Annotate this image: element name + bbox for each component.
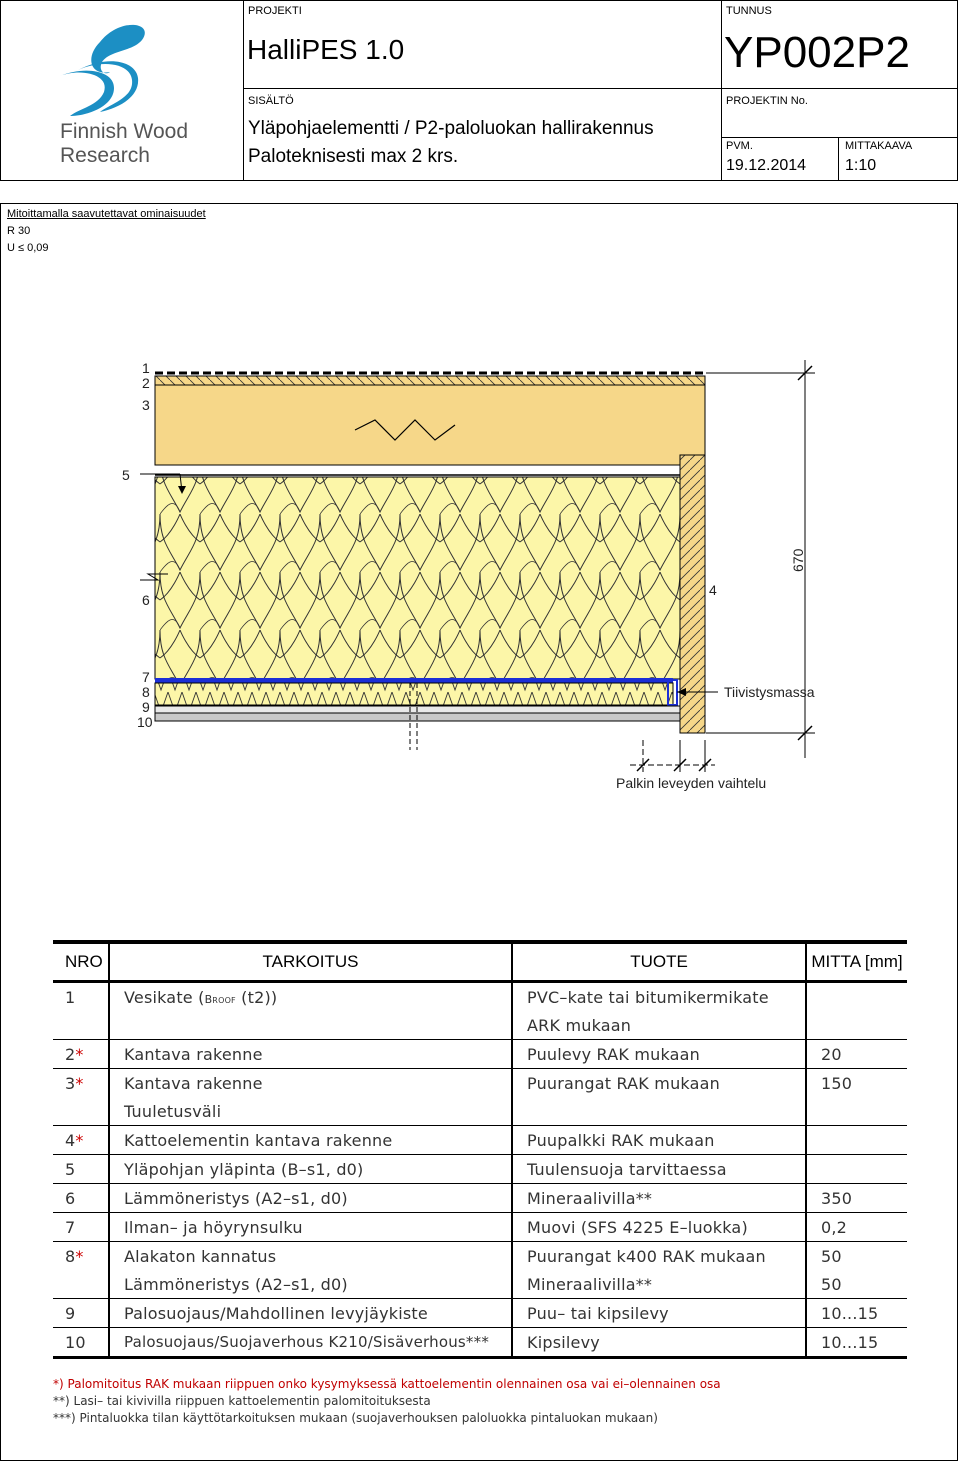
footnote-3: ***) Pintaluokka tilan käyttötarkoituksen mukaan (suojaverhouksen paloluokka pintaluokan mukaan) [53,1411,658,1425]
seal-label: Tiivistysmassa [724,684,815,700]
properties-u-value: U ≤ 0,09 [7,242,49,254]
materials-table [53,940,907,1359]
header-mitta: MITTA [mm] [806,942,907,982]
divider [721,0,722,181]
scale-label: MITTAKAAVA [845,140,913,152]
table-row [53,1213,907,1242]
cell-tuote: Muovi (SFS 4225 E–luokka) [512,1213,806,1242]
layer-number-10: 10 [137,714,153,730]
cell-mitta: 50 [806,1270,907,1299]
table-row [53,982,907,1012]
table-row [53,1097,907,1126]
content-line-2: Paloteknisesti max 2 krs. [248,146,459,167]
table-row [53,1299,907,1328]
layer-number-3: 3 [142,397,150,413]
cell-tuote: Puulevy RAK mukaan [512,1040,806,1069]
cell-tuote: Puurangat k400 RAK mukaan [512,1242,806,1271]
cell-tarkoitus: Kattoelementin kantava rakenne [109,1126,512,1155]
divider [243,0,244,181]
cell-tuote: Kipsilevy [512,1328,806,1358]
cell-tuote: Tuulensuoja tarvittaessa [512,1155,806,1184]
cell-mitta: 0,2 [806,1213,907,1242]
cross-section-drawing [0,340,960,810]
finnish-wood-research-logo [40,12,210,172]
scale-value: 1:10 [845,157,877,174]
cell-tarkoitus: Lämmöneristys (A2–s1, d0) [109,1184,512,1213]
logo-line-2: Research [60,144,150,167]
layer-number-9: 9 [142,699,150,715]
cell-nro: 2* [53,1040,109,1069]
table-row [53,1069,907,1098]
divider [243,88,721,89]
cell-nro: 6 [53,1184,109,1213]
table-row [53,1126,907,1155]
header-nro: NRO [53,942,109,982]
cell-tuote [512,1097,806,1126]
drawing-code: YP002P2 [724,28,910,77]
divider [721,137,958,138]
cell-mitta [806,1155,907,1184]
cell-nro [53,1011,109,1040]
cell-tarkoitus: Yläpohjan yläpinta (B–s1, d0) [109,1155,512,1184]
cell-tarkoitus: Palosuojaus/Mahdollinen levyjäykiste [109,1299,512,1328]
cell-tuote: Puu– tai kipsilevy [512,1299,806,1328]
table-row [53,1328,907,1358]
cell-mitta: 50 [806,1242,907,1271]
footnote-2: **) Lasi– tai kivivilla riippuen kattoelementin palomitoituksesta [53,1394,431,1408]
cell-tarkoitus: Alakaton kannatus [109,1242,512,1271]
cell-tuote: Mineraalivilla** [512,1184,806,1213]
cell-nro [53,1097,109,1126]
header-tarkoitus: TARKOITUS [109,942,512,982]
cell-mitta: 20 [806,1040,907,1069]
cell-tarkoitus: Kantava rakenne [109,1069,512,1098]
project-name: HalliPES 1.0 [247,34,405,65]
cell-tuote: Puurangat RAK mukaan [512,1069,806,1098]
footnote-1: *) Palomitoitus RAK mukaan riippuen onko kysymyksessä kattoelementin olennainen osa vai ei–olennainen osa [53,1377,721,1391]
table-row [53,1011,907,1040]
table-row [53,1270,907,1299]
cell-mitta: 10...15 [806,1328,907,1358]
cell-mitta: 10...15 [806,1299,907,1328]
cell-tuote: PVC–kate tai bitumikermikate [512,982,806,1012]
table-header-row [53,942,907,982]
divider [838,137,839,181]
content-line-1: Yläpohjaelementti / P2-paloluokan hallirakennus [248,118,654,139]
cell-tuote: Puupalkki RAK mukaan [512,1126,806,1155]
cell-tuote: Mineraalivilla** [512,1270,806,1299]
cell-nro [53,1270,109,1299]
cell-mitta: 150 [806,1069,907,1098]
layer-number-7: 7 [142,669,150,685]
cell-mitta: 350 [806,1184,907,1213]
beam-width-label: Palkin leveyden vaihtelu [616,775,767,791]
properties-fire-class: R 30 [7,225,31,237]
cell-mitta [806,1126,907,1155]
table-row [53,1242,907,1271]
cell-nro: 3* [65,1073,84,1093]
cell-mitta [806,1097,907,1126]
cell-tarkoitus: Palosuojaus/Suojaverhous K210/Sisäverhous*** [109,1328,512,1358]
cell-tuote: ARK mukaan [512,1011,806,1040]
cell-nro: 8* [65,1246,84,1266]
content-label: SISÄLTÖ [248,95,294,107]
layer-number-6: 6 [142,592,150,608]
cell-tarkoitus: Vesikate (Broof (t2)) [109,982,512,1012]
table-row [53,1155,907,1184]
cell-tarkoitus: Tuuletusväli [109,1097,512,1126]
table-row [53,1040,907,1069]
cell-nro: 7 [53,1213,109,1242]
cell-nro: 9 [53,1299,109,1328]
layer-number-2: 2 [142,375,150,391]
cell-nro: 1 [65,987,76,1007]
cell-mitta [806,1011,907,1040]
table-row [53,1184,907,1213]
project-label: PROJEKTI [248,5,302,17]
layer-number-8: 8 [142,684,150,700]
cell-tarkoitus [109,1011,512,1040]
layer-number-4: 4 [709,582,717,598]
cell-tarkoitus: Lämmöneristys (A2–s1, d0) [109,1270,512,1299]
properties-heading: Mitoittamalla saavutettavat ominaisuudet [7,208,206,220]
cell-nro: 10 [53,1328,109,1358]
cell-nro: 4* [53,1126,109,1155]
cell-mitta [806,982,907,1012]
date-value: 19.12.2014 [726,157,807,174]
layer-number-1: 1 [142,360,150,376]
divider [721,88,958,89]
header-tuote: TUOTE [512,942,806,982]
cell-nro: 5 [53,1155,109,1184]
project-number-label: PROJEKTIN No. [726,95,808,107]
cell-tarkoitus: Kantava rakenne [109,1040,512,1069]
layer-number-5: 5 [122,467,130,483]
code-label: TUNNUS [726,5,772,17]
dimension-label: 670 [790,548,806,572]
date-label: PVM. [726,140,753,152]
cell-tarkoitus: Ilman– ja höyrynsulku [109,1213,512,1242]
logo-line-1: Finnish Wood [60,120,189,143]
